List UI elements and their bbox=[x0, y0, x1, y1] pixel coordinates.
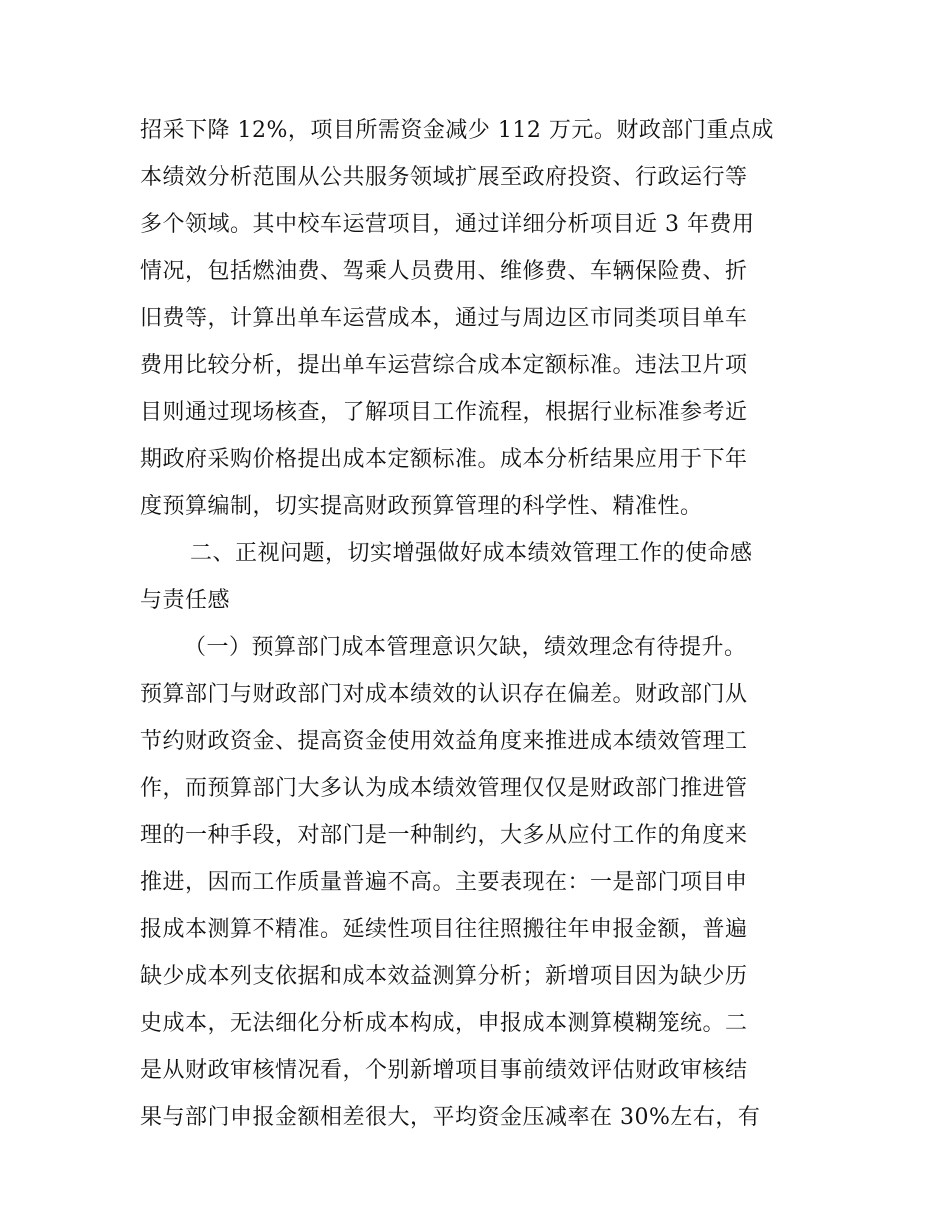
section-heading: 二、正视问题，切实增强做好成本绩效管理工作的使命感 bbox=[190, 541, 753, 566]
text-line: 目则通过现场核查，了解项目工作流程，根据行业标准参考近 bbox=[140, 400, 748, 425]
text-line: 多个领域。其中校车运营项目，通过详细分析项目近 3 年费用 bbox=[140, 212, 755, 237]
text-line: 预算部门与财政部门对成本绩效的认识存在偏差。财政部门从 bbox=[140, 682, 748, 707]
text-line: 理的一种手段，对部门是一种制约，大多从应付工作的角度来 bbox=[140, 823, 748, 848]
text-line: 情况，包括燃油费、驾乘人员费用、维修费、车辆保险费、折 bbox=[140, 259, 748, 284]
text-line: 推进，因而工作质量普遍不高。主要表现在：一是部门项目申 bbox=[140, 870, 748, 895]
text-line: 史成本，无法细化分析成本构成，申报成本测算模糊笼统。二 bbox=[140, 1011, 748, 1036]
text-line: 果与部门申报金额相差很大，平均资金压减率在 30%左右，有 bbox=[140, 1105, 761, 1130]
section-heading-continuation: 与责任感 bbox=[140, 588, 231, 613]
text-line: 节约财政资金、提高资金使用效益角度来推进成本绩效管理工 bbox=[140, 729, 748, 754]
text-line: 费用比较分析，提出单车运营综合成本定额标准。违法卫片项 bbox=[140, 353, 748, 378]
text-line: 招采下降 12%，项目所需资金减少 112 万元。财政部门重点成 bbox=[140, 118, 774, 143]
text-line: 本绩效分析范围从公共服务领域扩展至政府投资、行政运行等 bbox=[140, 165, 748, 190]
text-line: 报成本测算不精准。延续性项目往往照搬往年申报金额，普遍 bbox=[140, 917, 748, 942]
text-line: 度预算编制，切实提高财政预算管理的科学性、精准性。 bbox=[140, 494, 703, 519]
text-line: 期政府采购价格提出成本定额标准。成本分析结果应用于下年 bbox=[140, 447, 748, 472]
text-line: 旧费等，计算出单车运营成本，通过与周边区市同类项目单车 bbox=[140, 306, 748, 331]
text-line: 缺少成本列支依据和成本效益测算分析；新增项目因为缺少历 bbox=[140, 964, 748, 989]
text-line: 作，而预算部门大多认为成本绩效管理仅仅是财政部门推进管 bbox=[140, 776, 748, 801]
subsection-heading: （一）预算部门成本管理意识欠缺，绩效理念有待提升。 bbox=[184, 635, 747, 660]
text-line: 是从财政审核情况看，个别新增项目事前绩效评估财政审核结 bbox=[140, 1058, 748, 1083]
